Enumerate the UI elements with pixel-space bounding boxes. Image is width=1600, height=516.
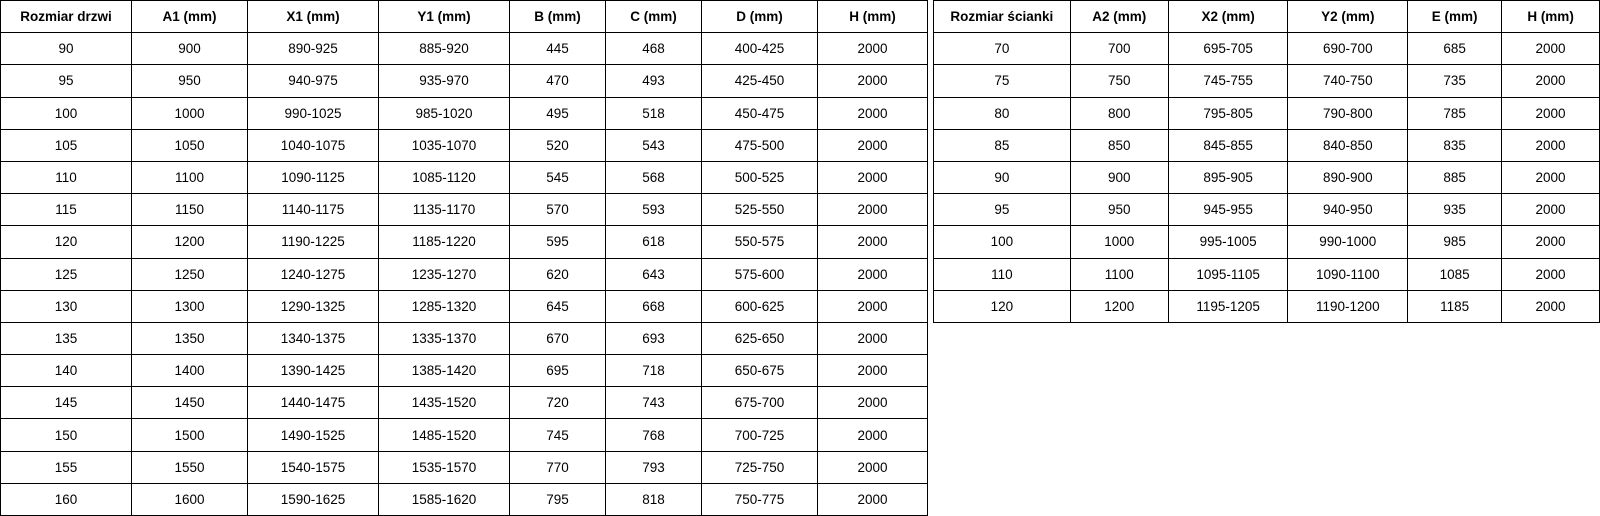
cell: 1500	[132, 419, 248, 451]
cell: 2000	[818, 451, 928, 483]
table-row	[1, 129, 928, 161]
cell: 470	[510, 65, 606, 97]
cell: 985-1020	[379, 97, 510, 129]
cell: 690-700	[1288, 33, 1408, 65]
cell: 793	[606, 451, 702, 483]
table-row	[1, 97, 928, 129]
cell: 593	[606, 194, 702, 226]
cell: 100	[1, 97, 132, 129]
cell: 1035-1070	[379, 129, 510, 161]
cell: 518	[606, 97, 702, 129]
cell: 770	[510, 451, 606, 483]
cell: 520	[510, 129, 606, 161]
cell: 2000	[818, 355, 928, 387]
cell: 743	[606, 387, 702, 419]
cell: 1040-1075	[248, 129, 379, 161]
column-header-c: C (mm)	[606, 1, 702, 33]
cell: 2000	[818, 483, 928, 515]
cell: 1235-1270	[379, 258, 510, 290]
cell: 550-575	[702, 226, 818, 258]
table-row	[1, 419, 928, 451]
cell: 890-900	[1288, 161, 1408, 193]
table-row	[934, 290, 1600, 322]
cell: 1550	[132, 451, 248, 483]
cell: 1385-1420	[379, 355, 510, 387]
table-row	[934, 97, 1600, 129]
cell: 700	[1070, 33, 1168, 65]
cell: 2000	[1502, 226, 1600, 258]
cell: 1000	[1070, 226, 1168, 258]
cell: 740-750	[1288, 65, 1408, 97]
cell: 1090-1100	[1288, 258, 1408, 290]
cell: 1100	[1070, 258, 1168, 290]
cell: 835	[1408, 129, 1502, 161]
cell: 668	[606, 290, 702, 322]
cell: 645	[510, 290, 606, 322]
cell: 950	[1070, 194, 1168, 226]
cell: 790-800	[1288, 97, 1408, 129]
cell: 145	[1, 387, 132, 419]
cell: 1195-1205	[1168, 290, 1288, 322]
cell: 125	[1, 258, 132, 290]
cell: 595	[510, 226, 606, 258]
cell: 1000	[132, 97, 248, 129]
cell: 675-700	[702, 387, 818, 419]
cell: 70	[934, 33, 1071, 65]
cell: 650-675	[702, 355, 818, 387]
cell: 425-450	[702, 65, 818, 97]
cell: 895-905	[1168, 161, 1288, 193]
table-row	[1, 483, 928, 515]
cell: 890-925	[248, 33, 379, 65]
cell: 570	[510, 194, 606, 226]
table-row	[934, 161, 1600, 193]
cell: 685	[1408, 33, 1502, 65]
cell: 75	[934, 65, 1071, 97]
cell: 90	[934, 161, 1071, 193]
cell: 1085	[1408, 258, 1502, 290]
cell: 1100	[132, 161, 248, 193]
cell: 885	[1408, 161, 1502, 193]
cell: 1185	[1408, 290, 1502, 322]
cell: 1050	[132, 129, 248, 161]
cell: 600-625	[702, 290, 818, 322]
cell: 2000	[818, 194, 928, 226]
cell: 1290-1325	[248, 290, 379, 322]
column-header-e: E (mm)	[1408, 1, 1502, 33]
cell: 1350	[132, 322, 248, 354]
cell: 160	[1, 483, 132, 515]
cell: 745-755	[1168, 65, 1288, 97]
cell: 1335-1370	[379, 322, 510, 354]
cell: 845-855	[1168, 129, 1288, 161]
cell: 990-1000	[1288, 226, 1408, 258]
cell: 2000	[1502, 65, 1600, 97]
cell: 2000	[818, 97, 928, 129]
cell: 1590-1625	[248, 483, 379, 515]
cell: 1435-1520	[379, 387, 510, 419]
cell: 525-550	[702, 194, 818, 226]
cell: 670	[510, 322, 606, 354]
column-header-h: H (mm)	[818, 1, 928, 33]
cell: 785	[1408, 97, 1502, 129]
column-header-y2: Y2 (mm)	[1288, 1, 1408, 33]
cell: 935-970	[379, 65, 510, 97]
cell: 1400	[132, 355, 248, 387]
cell: 720	[510, 387, 606, 419]
cell: 1585-1620	[379, 483, 510, 515]
cell: 475-500	[702, 129, 818, 161]
column-header-a2: A2 (mm)	[1070, 1, 1168, 33]
cell: 1450	[132, 387, 248, 419]
cell: 130	[1, 290, 132, 322]
cell: 900	[132, 33, 248, 65]
cell: 105	[1, 129, 132, 161]
cell: 2000	[818, 226, 928, 258]
cell: 900	[1070, 161, 1168, 193]
cell: 2000	[818, 161, 928, 193]
cell: 985	[1408, 226, 1502, 258]
cell: 885-920	[379, 33, 510, 65]
cell: 500-525	[702, 161, 818, 193]
table-row	[1, 322, 928, 354]
cell: 1150	[132, 194, 248, 226]
cell: 1190-1200	[1288, 290, 1408, 322]
table-row	[1, 194, 928, 226]
cell: 2000	[818, 129, 928, 161]
cell: 2000	[1502, 97, 1600, 129]
cell: 1340-1375	[248, 322, 379, 354]
cell: 995-1005	[1168, 226, 1288, 258]
column-header-h: H (mm)	[1502, 1, 1600, 33]
cell: 2000	[818, 290, 928, 322]
cell: 1485-1520	[379, 419, 510, 451]
cell: 2000	[1502, 290, 1600, 322]
cell: 85	[934, 129, 1071, 161]
cell: 725-750	[702, 451, 818, 483]
column-header-y1: Y1 (mm)	[379, 1, 510, 33]
table-header-row	[934, 1, 1600, 33]
cell: 618	[606, 226, 702, 258]
table-row	[934, 258, 1600, 290]
table-row	[1, 161, 928, 193]
cell: 643	[606, 258, 702, 290]
column-header-door-size: Rozmiar drzwi	[1, 1, 132, 33]
column-header-x2: X2 (mm)	[1168, 1, 1288, 33]
cell: 2000	[1502, 33, 1600, 65]
cell: 1090-1125	[248, 161, 379, 193]
cell: 1095-1105	[1168, 258, 1288, 290]
cell: 695	[510, 355, 606, 387]
cell: 800	[1070, 97, 1168, 129]
cell: 950	[132, 65, 248, 97]
cell: 745	[510, 419, 606, 451]
cell: 568	[606, 161, 702, 193]
table-row	[1, 65, 928, 97]
cell: 1135-1170	[379, 194, 510, 226]
column-header-x1: X1 (mm)	[248, 1, 379, 33]
cell: 2000	[818, 258, 928, 290]
cell: 2000	[1502, 194, 1600, 226]
table-row	[1, 387, 928, 419]
cell: 2000	[818, 419, 928, 451]
cell: 100	[934, 226, 1071, 258]
cell: 850	[1070, 129, 1168, 161]
cell: 2000	[1502, 161, 1600, 193]
cell: 1190-1225	[248, 226, 379, 258]
cell: 620	[510, 258, 606, 290]
cell: 1240-1275	[248, 258, 379, 290]
cell: 1200	[132, 226, 248, 258]
cell: 1250	[132, 258, 248, 290]
cell: 575-600	[702, 258, 818, 290]
cell: 1140-1175	[248, 194, 379, 226]
cell: 135	[1, 322, 132, 354]
cell: 2000	[1502, 129, 1600, 161]
cell: 468	[606, 33, 702, 65]
table-row	[1, 451, 928, 483]
table-row	[1, 290, 928, 322]
cell: 400-425	[702, 33, 818, 65]
cell: 80	[934, 97, 1071, 129]
table-header-row	[1, 1, 928, 33]
cell: 2000	[818, 322, 928, 354]
column-header-a1: A1 (mm)	[132, 1, 248, 33]
cell: 545	[510, 161, 606, 193]
cell: 818	[606, 483, 702, 515]
cell: 120	[934, 290, 1071, 322]
cell: 693	[606, 322, 702, 354]
cell: 1540-1575	[248, 451, 379, 483]
cell: 750-775	[702, 483, 818, 515]
table-row	[934, 33, 1600, 65]
table-row	[1, 355, 928, 387]
cell: 543	[606, 129, 702, 161]
cell: 1490-1525	[248, 419, 379, 451]
cell: 1600	[132, 483, 248, 515]
cell: 140	[1, 355, 132, 387]
cell: 700-725	[702, 419, 818, 451]
cell: 120	[1, 226, 132, 258]
cell: 493	[606, 65, 702, 97]
cell: 1440-1475	[248, 387, 379, 419]
cell: 940-950	[1288, 194, 1408, 226]
table-row	[934, 194, 1600, 226]
table-row	[1, 258, 928, 290]
cell: 718	[606, 355, 702, 387]
cell: 695-705	[1168, 33, 1288, 65]
cell: 1085-1120	[379, 161, 510, 193]
cell: 1390-1425	[248, 355, 379, 387]
column-header-b: B (mm)	[510, 1, 606, 33]
cell: 110	[1, 161, 132, 193]
cell: 735	[1408, 65, 1502, 97]
column-header-d: D (mm)	[702, 1, 818, 33]
cell: 110	[934, 258, 1071, 290]
cell: 935	[1408, 194, 1502, 226]
cell: 1535-1570	[379, 451, 510, 483]
cell: 2000	[1502, 258, 1600, 290]
cell: 150	[1, 419, 132, 451]
cell: 1200	[1070, 290, 1168, 322]
table-row	[934, 226, 1600, 258]
cell: 2000	[818, 65, 928, 97]
column-header-wall-size: Rozmiar ścianki	[934, 1, 1071, 33]
cell: 625-650	[702, 322, 818, 354]
cell: 2000	[818, 33, 928, 65]
wall-size-table	[933, 0, 1600, 323]
cell: 990-1025	[248, 97, 379, 129]
cell: 945-955	[1168, 194, 1288, 226]
cell: 95	[934, 194, 1071, 226]
cell: 155	[1, 451, 132, 483]
cell: 1300	[132, 290, 248, 322]
cell: 450-475	[702, 97, 818, 129]
cell: 795-805	[1168, 97, 1288, 129]
cell: 90	[1, 33, 132, 65]
table-row	[1, 33, 928, 65]
cell: 115	[1, 194, 132, 226]
cell: 940-975	[248, 65, 379, 97]
cell: 495	[510, 97, 606, 129]
table-row	[934, 65, 1600, 97]
wall-size-table-container	[933, 0, 1600, 323]
table-row	[1, 226, 928, 258]
cell: 95	[1, 65, 132, 97]
cell: 1285-1320	[379, 290, 510, 322]
cell: 840-850	[1288, 129, 1408, 161]
cell: 768	[606, 419, 702, 451]
cell: 795	[510, 483, 606, 515]
cell: 445	[510, 33, 606, 65]
cell: 1185-1220	[379, 226, 510, 258]
cell: 2000	[818, 387, 928, 419]
table-row	[934, 129, 1600, 161]
cell: 750	[1070, 65, 1168, 97]
